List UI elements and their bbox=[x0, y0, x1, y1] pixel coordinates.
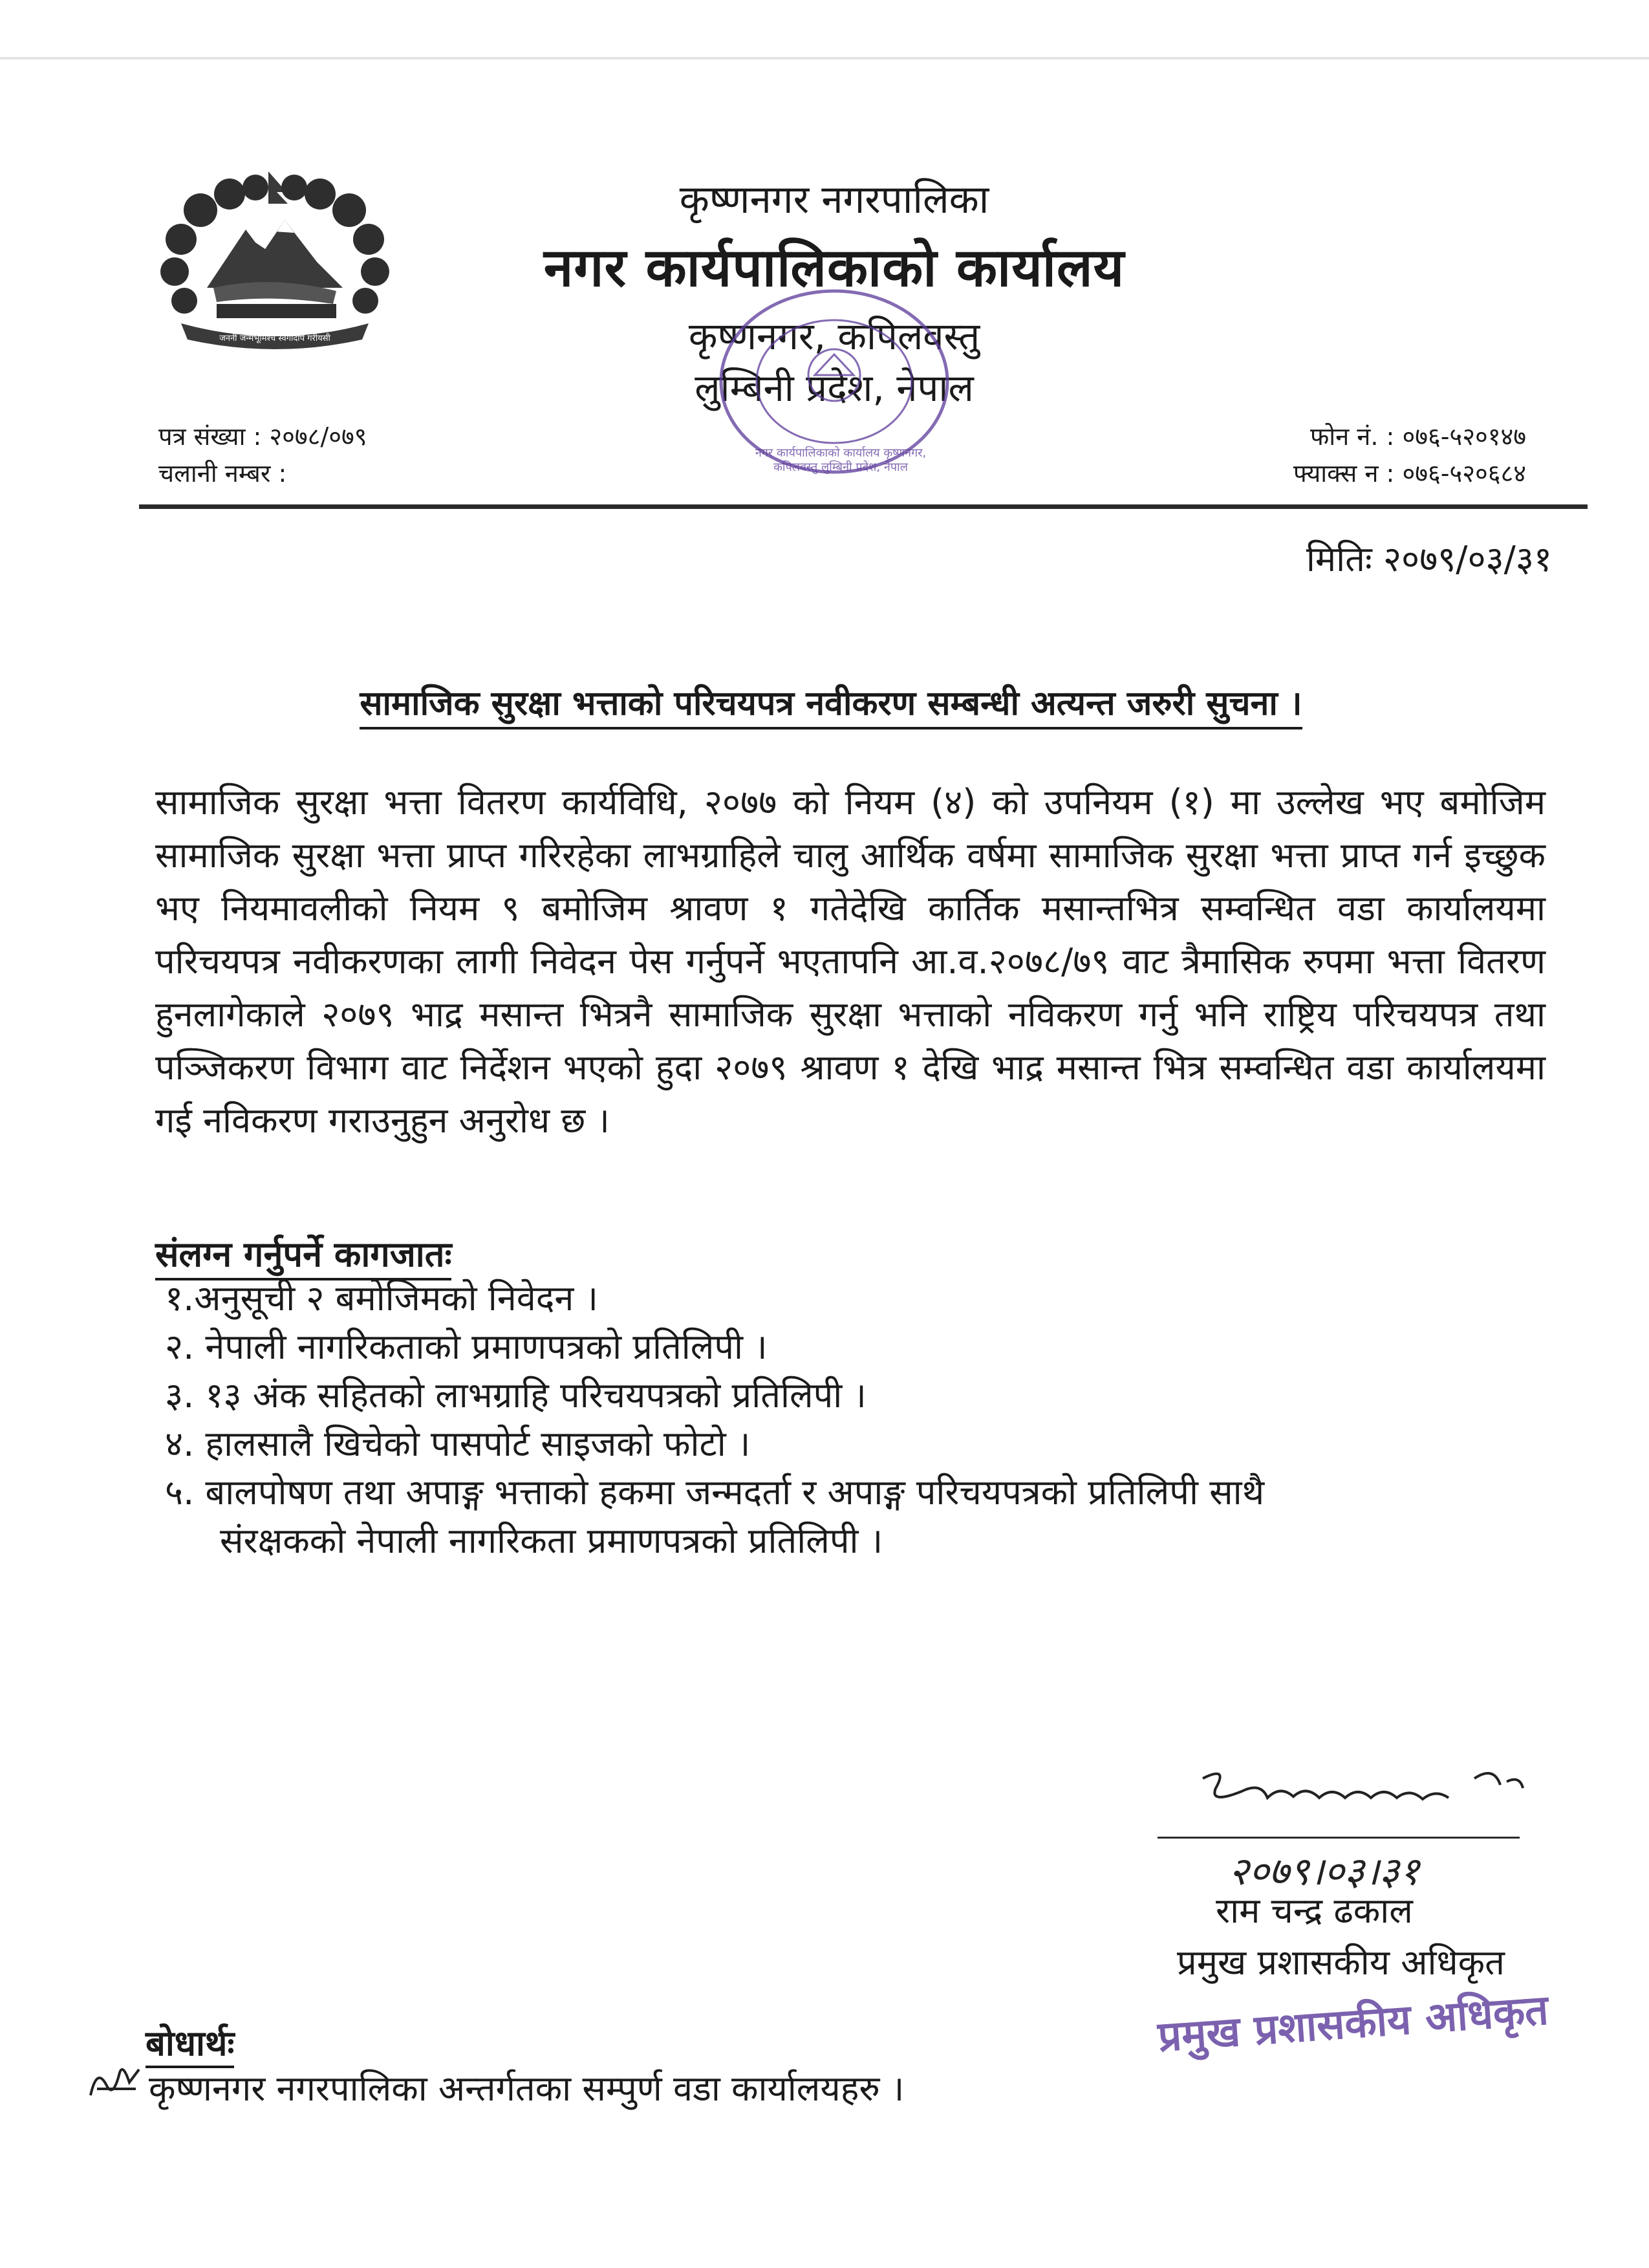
notice-subject bbox=[136, 679, 1526, 725]
attachments-heading: संलग्न गर्नुपर्ने कागजातः bbox=[155, 1229, 451, 1280]
handwritten-signature bbox=[1190, 1759, 1533, 1830]
scan-edge bbox=[0, 57, 1649, 59]
emblem-motto: जननी जन्मभूमिश्च स्वर्गादपि गरीयसी bbox=[219, 334, 330, 343]
list-item: २. नेपाली नागरिकताको प्रमाणपत्रको प्रतिलिपी । bbox=[165, 1326, 768, 1367]
list-item: ४. हालसालै खिचेको पासपोर्ट साइजको फोटो । bbox=[165, 1423, 751, 1464]
list-item: १.अनुसूची २ बमोजिमको निवेदन । bbox=[165, 1278, 598, 1319]
office-title: नगर कार्यपालिकाको कार्यालय bbox=[543, 237, 1125, 299]
notice-subject-text: सामाजिक सुरक्षा भत्ताको परिचयपत्र नवीकरण सम्बन्धी अत्यन्त जरुरी सुचना । bbox=[360, 684, 1302, 729]
seal-text: नगर कार्यपालिकाको कार्यालय कृष्णनगर, कपिलवस्तु लुम्बिनी प्रदेश, नेपाल bbox=[755, 446, 927, 474]
office-name: कृष्णनगर नगरपालिका bbox=[679, 177, 989, 222]
nepal-emblem-icon bbox=[155, 158, 394, 352]
header-divider bbox=[139, 504, 1588, 509]
signer-title: प्रमुख प्रशासकीय अधिकृत bbox=[1177, 1942, 1505, 1983]
phone-number: फोन नं. : ०७६-५२०१४७ bbox=[1310, 422, 1526, 451]
list-item-continuation: संरक्षकको नेपाली नागरिकता प्रमाणपत्रको प्रतिलिपी । bbox=[220, 1520, 883, 1561]
title-stamp: प्रमुख प्रशासकीय अधिकृत bbox=[1156, 1986, 1550, 2062]
attachments-list bbox=[165, 1274, 1555, 1565]
letter-number: पत्र संख्या : २०७८/०७९ bbox=[158, 422, 367, 451]
fax-number: फ्याक्स न : ०७६-५२०६८४ bbox=[1293, 459, 1526, 488]
list-item: ३. १३ अंक सहितको लाभग्राहि परिचयपत्रको प्रतिलिपी । bbox=[165, 1375, 867, 1416]
office-address-line1: कृष्णनगर, कपिलवस्तु bbox=[688, 314, 980, 358]
cc-recipients: कृष्णनगर नगरपालिका अन्तर्गतका सम्पुर्ण वडा कार्यालयहरु । bbox=[149, 2068, 905, 2109]
handwritten-date: २०७९।०३।३१ bbox=[1229, 1849, 1420, 1894]
signature-line bbox=[1158, 1837, 1520, 1839]
dispatch-number: चलानी नम्बर : bbox=[158, 459, 287, 488]
office-address-line2: लुम्बिनी प्रदेश, नेपाल bbox=[695, 366, 974, 410]
list-item: ५. बालपोषण तथा अपाङ्ग भत्ताको हकमा जन्मदर्ता र अपाङ्ग परिचयपत्रको प्रतिलिपी साथै bbox=[165, 1472, 1265, 1513]
notice-body: सामाजिक सुरक्षा भत्ता वितरण कार्यविधि, २०७७ को नियम (४) को उपनियम (१) मा उल्लेख भए बमोजिम सामाजिक सुरक्षा भत्ता प्राप्त गरिरहेका लाभग्राहिले चालु आर्थिक वर्षमा सामाजिक सुरक्षा भत्ता प्राप्त गर्न इच्छुक भए नियमावलीको नियम ९ बमोजिम श्रावण १ गतेदेखि कार्तिक मसान्तभित्र सम्वन्धित वडा कार्यालयमा परिचयपत्र नवीकरणका लागी निवेदन पेस गर्नुपर्ने भएतापनि आ.व.२०७८/७९ वाट त्रैमासिक रुपमा भत्ता वितरण हुनलागेकाले २०७९ भाद्र मसान्त भित्रनै सामाजिक सुरक्षा भत्ताको नविकरण गर्नु भनि राष्ट्रिय परिचयपत्र तथा पञ्जिकरण विभाग वाट निर्देशन भएको हुदा २०७९ श्रावण १ देखि भाद्र मसान्त भित्र सम्वन्धित वडा कार्यालयमा गई नविकरण गराउनुहुन अनुरोध छ । bbox=[155, 782, 1546, 1141]
signer-name: राम चन्द्र ढकाल bbox=[1216, 1890, 1413, 1931]
letter-date: मितिः २०७९/०३/३१ bbox=[1306, 539, 1552, 579]
handwritten-mark bbox=[84, 2060, 146, 2105]
cc-heading: बोधार्थः bbox=[146, 2018, 234, 2068]
